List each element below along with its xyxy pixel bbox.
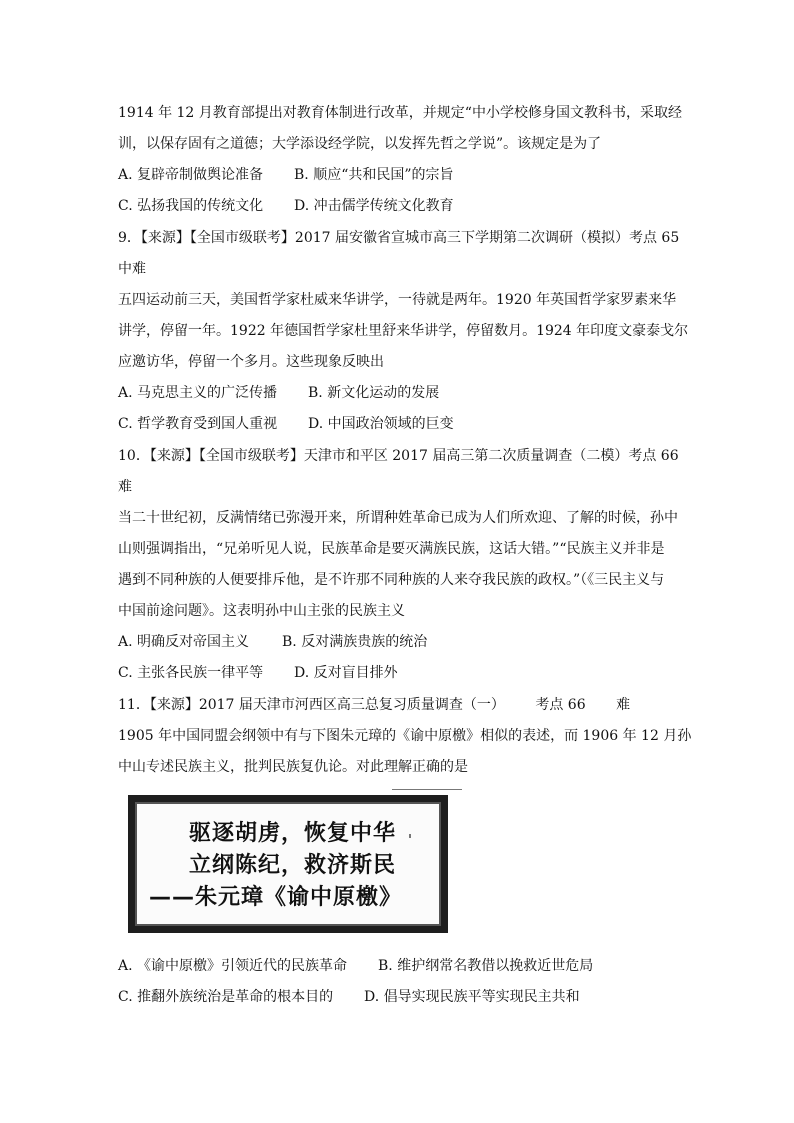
q9-stem-line-3: 应邀访华，停留一个多月。这些现象反映出 bbox=[118, 354, 384, 370]
option-text: 哲学教育受到国人重视 bbox=[137, 416, 278, 432]
option-letter: A. bbox=[118, 634, 133, 650]
option-letter: B. bbox=[378, 958, 393, 974]
q8-stem-line-1: 1914 年 12 月教育部提出对教育体制进行改革，并规定“中小学校修身国文教科书，采取经 bbox=[118, 105, 682, 121]
q11-option-c bbox=[118, 987, 333, 1007]
option-letter: B. bbox=[294, 167, 309, 183]
q8-option-d bbox=[294, 196, 454, 216]
quote-figure-panel bbox=[135, 802, 441, 926]
option-text: 明确反对帝国主义 bbox=[137, 634, 250, 650]
quote-figure bbox=[128, 795, 448, 933]
q11-option-d bbox=[364, 987, 580, 1007]
option-text: 反对盲目排外 bbox=[313, 665, 398, 681]
q10-stem-line-1: 当二十世纪初，反满情绪已弥漫开来，所谓种姓革命已成为人们所欢迎、了解的时候，孙中 bbox=[118, 510, 678, 526]
option-text: 弘扬我国的传统文化 bbox=[137, 198, 264, 214]
option-text: 复辟帝制做舆论准备 bbox=[137, 167, 264, 183]
option-letter: D. bbox=[364, 989, 380, 1005]
q9-option-b bbox=[308, 383, 439, 403]
scan-speck bbox=[409, 834, 411, 838]
q11-option-a bbox=[118, 956, 347, 976]
option-text: 推翻外族统治是革命的根本目的 bbox=[137, 989, 334, 1005]
option-letter: D. bbox=[294, 665, 310, 681]
figure-line-2: 立纲陈纪，救济斯民 bbox=[189, 853, 397, 878]
q9-option-c bbox=[118, 414, 277, 434]
q11-header bbox=[118, 695, 630, 715]
option-letter: C. bbox=[118, 665, 133, 681]
option-text: 顺应“共和民国”的宗旨 bbox=[313, 167, 454, 183]
option-text: 维护纲常名教借以挽救近世危局 bbox=[397, 958, 594, 974]
q10-header-line-1: 10．【来源】【全国市级联考】天津市和平区 2017 届高三第二次质量调查（二模）考点 66 bbox=[118, 448, 679, 464]
option-text: 冲击儒学传统文化教育 bbox=[313, 198, 454, 214]
q10-header-line-2: 难 bbox=[118, 479, 132, 495]
q10-option-b bbox=[282, 632, 427, 652]
option-text: 主张各民族一律平等 bbox=[137, 665, 264, 681]
q9-option-a bbox=[118, 383, 277, 403]
option-text: 新文化运动的发展 bbox=[327, 385, 440, 401]
q8-option-b bbox=[294, 165, 454, 185]
option-letter: A. bbox=[118, 385, 133, 401]
q10-stem-line-4: 中国前途问题》。这表明孙中山主张的民族主义 bbox=[118, 603, 405, 619]
option-letter: A. bbox=[118, 958, 133, 974]
scan-speck bbox=[392, 789, 462, 790]
q10-option-a bbox=[118, 632, 249, 652]
figure-line-1: 驱逐胡虏，恢复中华 bbox=[189, 821, 397, 846]
q11-stem-line-2: 中山专述民族主义，批判民族复仇论。对此理解正确的是 bbox=[118, 759, 468, 775]
q9-header-line-1: 9．【来源】【全国市级联考】2017 届安徽省宣城市高三下学期第二次调研（模拟）考点 65 bbox=[118, 230, 680, 246]
option-letter: D. bbox=[294, 198, 310, 214]
option-text: 倡导实现民族平等实现民主共和 bbox=[383, 989, 580, 1005]
option-letter: C. bbox=[118, 416, 133, 432]
q10-option-d bbox=[294, 663, 398, 683]
q10-stem-line-3: 遇到不同种族的人便要排斥他，是不许那不同种族的人来夺我民族的政权。”（《三民主义与 bbox=[118, 572, 665, 588]
option-letter: B. bbox=[282, 634, 297, 650]
option-letter: A. bbox=[118, 167, 133, 183]
q11-kaodian: 考点 66 bbox=[535, 697, 586, 713]
q8-option-c bbox=[118, 196, 263, 216]
option-text: 反对满族贵族的统治 bbox=[301, 634, 428, 650]
q11-option-b bbox=[378, 956, 593, 976]
q8-option-a bbox=[118, 165, 263, 185]
option-text: 马克思主义的广泛传播 bbox=[137, 385, 278, 401]
option-text: 《谕中原檄》引领近代的民族革命 bbox=[137, 958, 348, 974]
option-letter: D. bbox=[308, 416, 324, 432]
q9-header-line-2: 中难 bbox=[118, 261, 146, 277]
option-text: 中国政治领域的巨变 bbox=[327, 416, 454, 432]
q8-stem-line-2: 训，以保存固有之道德；大学添设经学院，以发挥先哲之学说”。该规定是为了 bbox=[118, 136, 602, 152]
q9-stem-line-2: 讲学，停留一年。1922 年德国哲学家杜里舒来华讲学，停留数月。1924 年印度文豪泰戈尔 bbox=[118, 323, 689, 339]
q10-option-c bbox=[118, 663, 263, 683]
q11-stem-line-1: 1905 年中国同盟会纲领中有与下图朱元璋的《谕中原檄》相似的表述，而 1906 年 12 月孙 bbox=[118, 728, 692, 744]
option-letter: C. bbox=[118, 989, 133, 1005]
q10-stem-line-2: 山则强调指出，“兄弟听见人说，民族革命是要灭满族民族，这话大错。”“民族主义并非是 bbox=[118, 541, 665, 557]
figure-line-3: ——朱元璋《谕中原檄》 bbox=[149, 885, 403, 910]
q9-stem-line-1: 五四运动前三天，美国哲学家杜威来华讲学，一待就是两年。1920 年英国哲学家罗素来华 bbox=[118, 292, 677, 308]
option-letter: B. bbox=[308, 385, 323, 401]
q9-option-d bbox=[308, 414, 454, 434]
q11-difficulty: 难 bbox=[616, 697, 631, 713]
option-letter: C. bbox=[118, 198, 133, 214]
q11-source: 11．【来源】2017 届天津市河西区高三总复习质量调查（一） bbox=[118, 697, 505, 713]
